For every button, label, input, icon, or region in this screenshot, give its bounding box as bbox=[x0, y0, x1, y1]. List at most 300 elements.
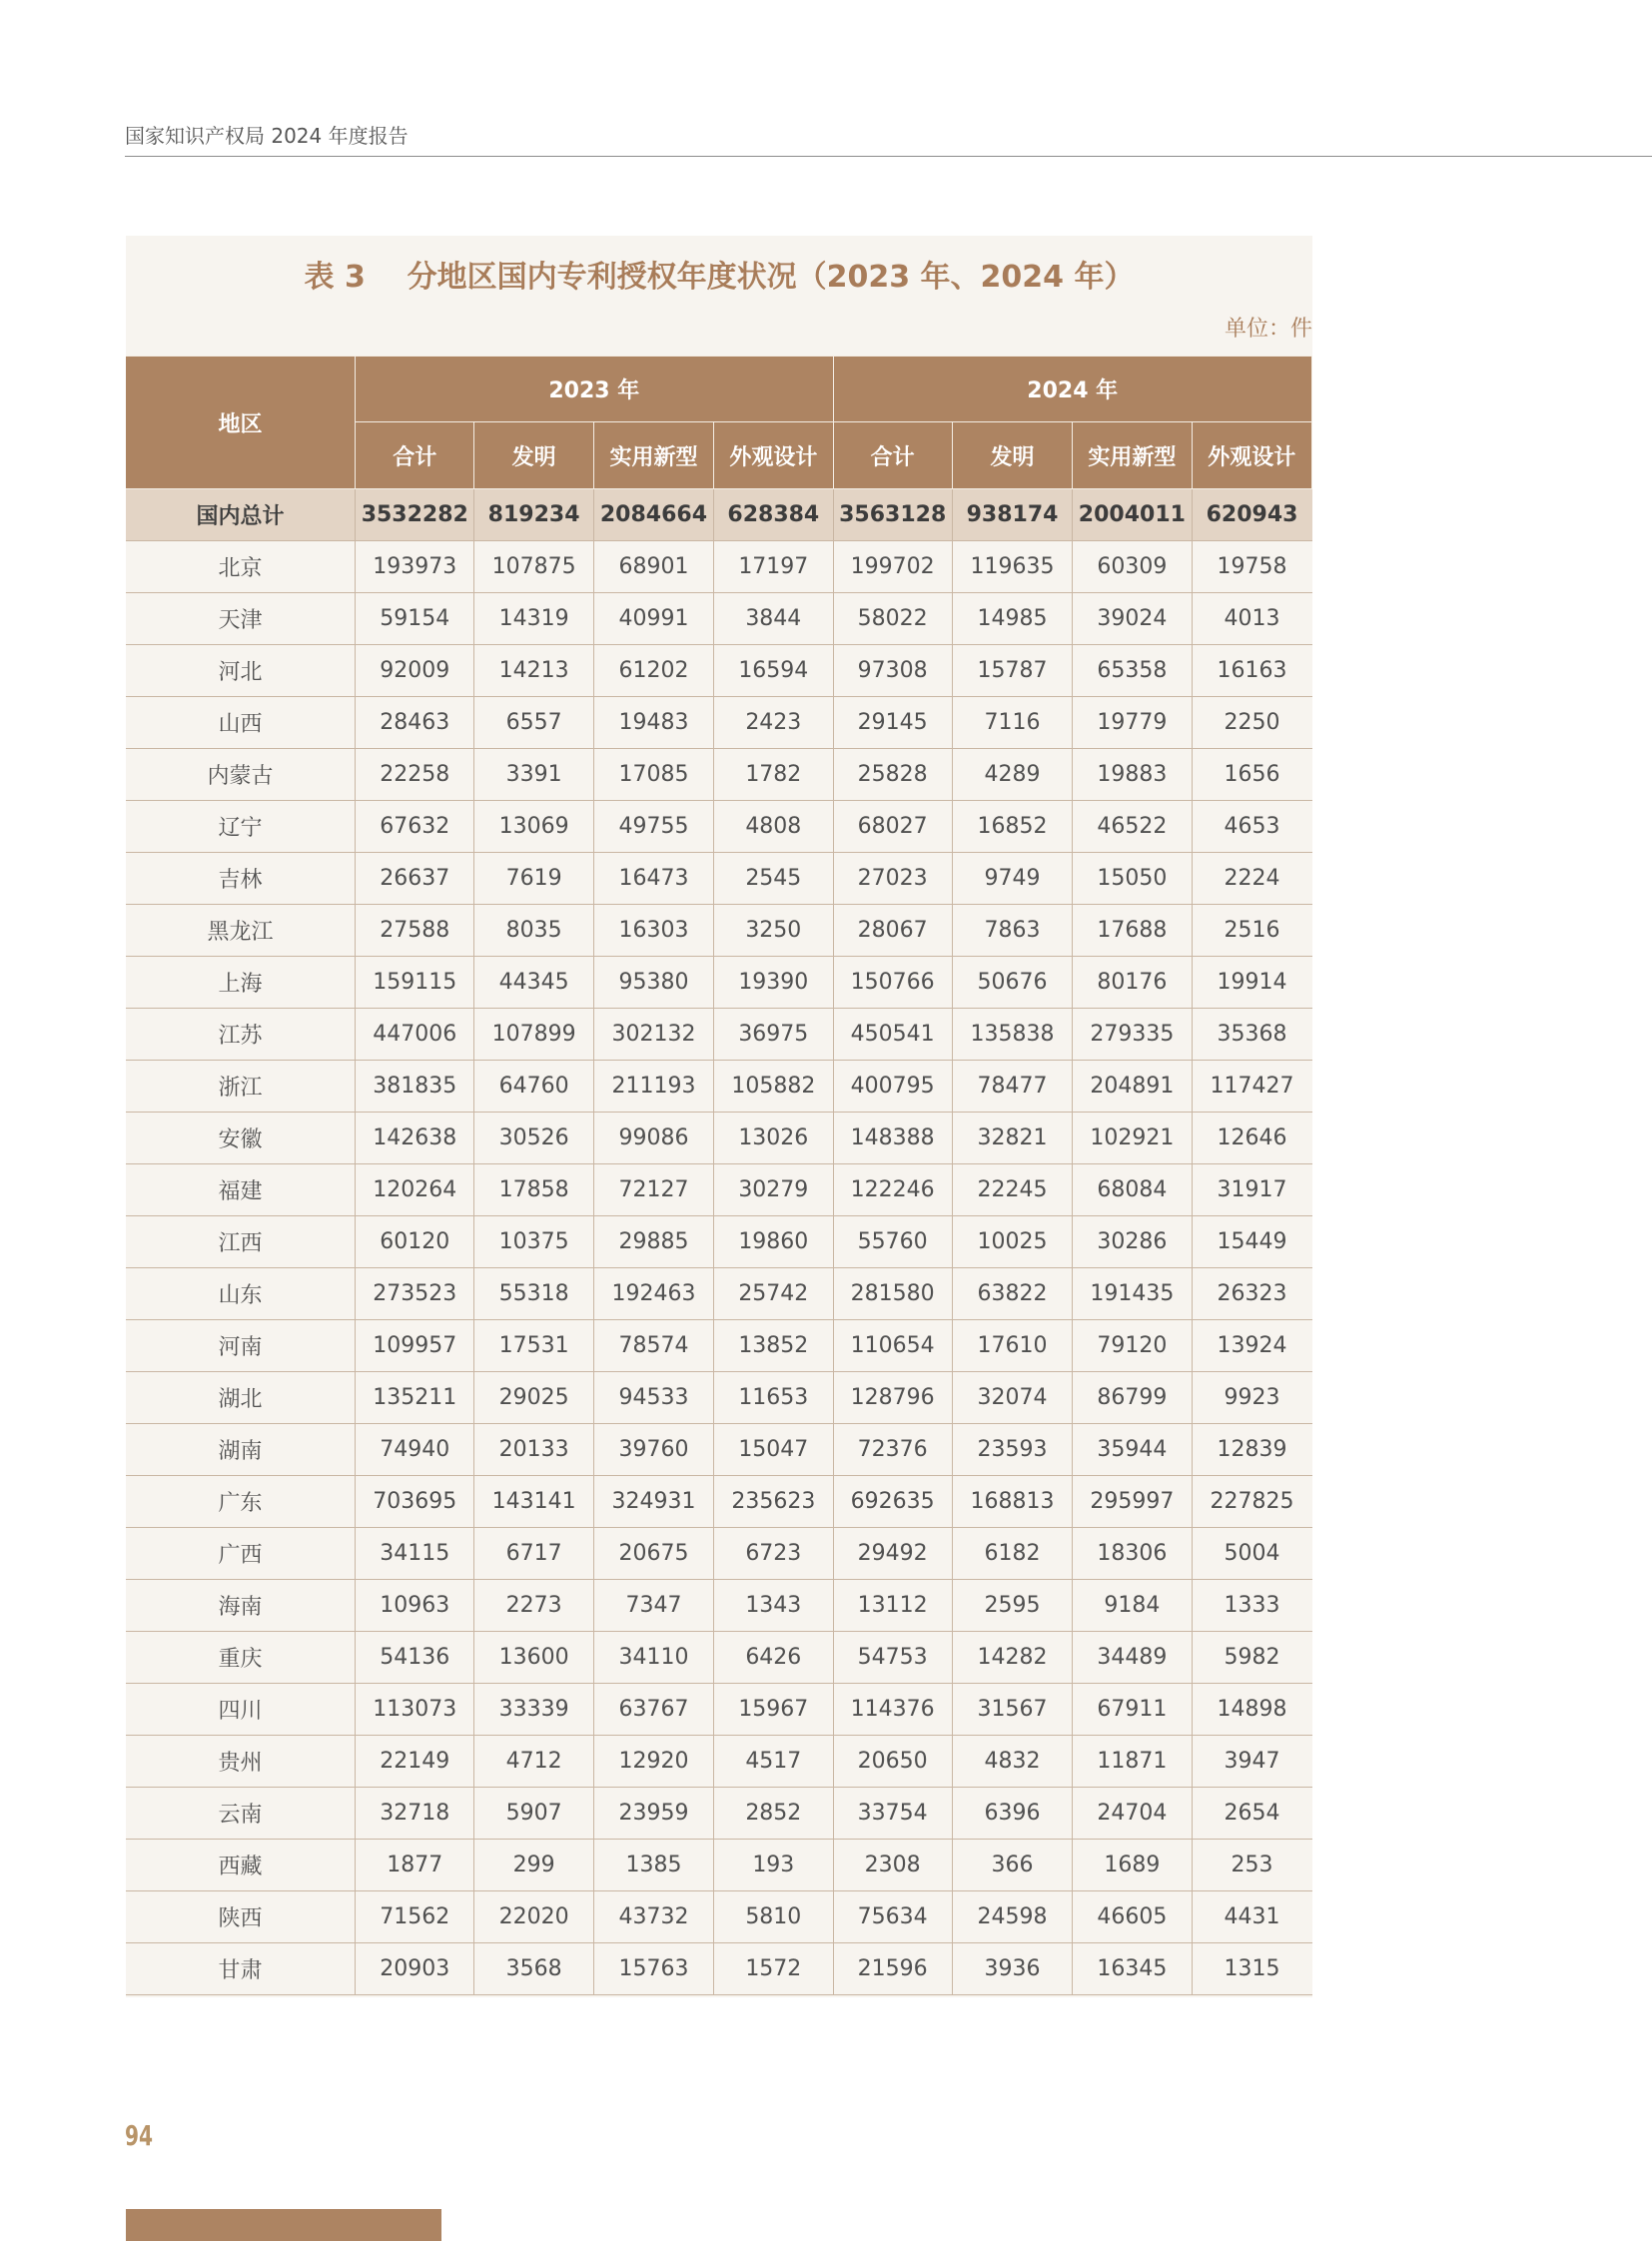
value-cell: 5982 bbox=[1192, 1632, 1311, 1684]
value-cell: 4653 bbox=[1192, 801, 1311, 853]
value-cell: 35944 bbox=[1073, 1424, 1192, 1476]
value-cell: 253 bbox=[1192, 1840, 1311, 1891]
footer-accent-bar bbox=[126, 2209, 441, 2241]
region-cell: 云南 bbox=[126, 1788, 356, 1840]
page-number: 94 bbox=[125, 2119, 154, 2152]
value-cell: 14985 bbox=[952, 593, 1072, 645]
value-cell: 28067 bbox=[833, 905, 952, 957]
value-cell: 4712 bbox=[474, 1736, 593, 1788]
table-row bbox=[126, 1113, 1312, 1164]
value-cell: 2595 bbox=[952, 1580, 1072, 1632]
value-cell: 16345 bbox=[1073, 1943, 1192, 1995]
value-cell: 281580 bbox=[833, 1268, 952, 1320]
value-cell: 703695 bbox=[356, 1476, 474, 1528]
table-row bbox=[126, 1372, 1312, 1424]
region-cell: 重庆 bbox=[126, 1632, 356, 1684]
value-cell: 32074 bbox=[952, 1372, 1072, 1424]
value-cell: 2084664 bbox=[593, 489, 713, 541]
value-cell: 148388 bbox=[833, 1113, 952, 1164]
value-cell: 68084 bbox=[1073, 1164, 1192, 1216]
value-cell: 23593 bbox=[952, 1424, 1072, 1476]
type-header: 发明 bbox=[474, 422, 593, 489]
value-cell: 113073 bbox=[356, 1684, 474, 1736]
value-cell: 128796 bbox=[833, 1372, 952, 1424]
table-row bbox=[126, 957, 1312, 1009]
value-cell: 59154 bbox=[356, 593, 474, 645]
value-cell: 19758 bbox=[1192, 541, 1311, 593]
value-cell: 4289 bbox=[952, 749, 1072, 801]
value-cell: 4013 bbox=[1192, 593, 1311, 645]
value-cell: 14319 bbox=[474, 593, 593, 645]
value-cell: 819234 bbox=[474, 489, 593, 541]
region-cell: 上海 bbox=[126, 957, 356, 1009]
value-cell: 92009 bbox=[356, 645, 474, 697]
table-row bbox=[126, 593, 1312, 645]
value-cell: 78477 bbox=[952, 1061, 1072, 1113]
value-cell: 692635 bbox=[833, 1476, 952, 1528]
value-cell: 78574 bbox=[593, 1320, 713, 1372]
value-cell: 94533 bbox=[593, 1372, 713, 1424]
value-cell: 142638 bbox=[356, 1113, 474, 1164]
region-cell: 陕西 bbox=[126, 1891, 356, 1943]
value-cell: 7347 bbox=[593, 1580, 713, 1632]
value-cell: 22258 bbox=[356, 749, 474, 801]
patent-grant-table bbox=[126, 356, 1312, 1995]
region-cell: 广东 bbox=[126, 1476, 356, 1528]
value-cell: 67911 bbox=[1073, 1684, 1192, 1736]
value-cell: 99086 bbox=[593, 1113, 713, 1164]
value-cell: 14898 bbox=[1192, 1684, 1311, 1736]
value-cell: 13600 bbox=[474, 1632, 593, 1684]
value-cell: 33339 bbox=[474, 1684, 593, 1736]
value-cell: 50676 bbox=[952, 957, 1072, 1009]
value-cell: 273523 bbox=[356, 1268, 474, 1320]
value-cell: 35368 bbox=[1192, 1009, 1311, 1061]
value-cell: 3844 bbox=[714, 593, 833, 645]
value-cell: 109957 bbox=[356, 1320, 474, 1372]
type-header: 实用新型 bbox=[1073, 422, 1192, 489]
value-cell: 295997 bbox=[1073, 1476, 1192, 1528]
value-cell: 117427 bbox=[1192, 1061, 1311, 1113]
value-cell: 1385 bbox=[593, 1840, 713, 1891]
table-row bbox=[126, 1943, 1312, 1995]
value-cell: 60309 bbox=[1073, 541, 1192, 593]
value-cell: 30279 bbox=[714, 1164, 833, 1216]
value-cell: 5004 bbox=[1192, 1528, 1311, 1580]
value-cell: 16303 bbox=[593, 905, 713, 957]
value-cell: 16852 bbox=[952, 801, 1072, 853]
value-cell: 9184 bbox=[1073, 1580, 1192, 1632]
value-cell: 6426 bbox=[714, 1632, 833, 1684]
value-cell: 32718 bbox=[356, 1788, 474, 1840]
value-cell: 143141 bbox=[474, 1476, 593, 1528]
region-cell: 甘肃 bbox=[126, 1943, 356, 1995]
value-cell: 15050 bbox=[1073, 853, 1192, 905]
value-cell: 6717 bbox=[474, 1528, 593, 1580]
table-row bbox=[126, 1009, 1312, 1061]
value-cell: 34489 bbox=[1073, 1632, 1192, 1684]
value-cell: 7619 bbox=[474, 853, 593, 905]
value-cell: 10375 bbox=[474, 1216, 593, 1268]
region-cell: 湖北 bbox=[126, 1372, 356, 1424]
table-row bbox=[126, 1320, 1312, 1372]
value-cell: 3947 bbox=[1192, 1736, 1311, 1788]
value-cell: 381835 bbox=[356, 1061, 474, 1113]
type-header: 合计 bbox=[833, 422, 952, 489]
value-cell: 25828 bbox=[833, 749, 952, 801]
table-title bbox=[126, 252, 1312, 296]
value-cell: 4832 bbox=[952, 1736, 1072, 1788]
table-row bbox=[126, 1840, 1312, 1891]
value-cell: 68901 bbox=[593, 541, 713, 593]
value-cell: 32821 bbox=[952, 1113, 1072, 1164]
region-cell: 安徽 bbox=[126, 1113, 356, 1164]
value-cell: 31917 bbox=[1192, 1164, 1311, 1216]
table-row bbox=[126, 1164, 1312, 1216]
value-cell: 26637 bbox=[356, 853, 474, 905]
value-cell: 15449 bbox=[1192, 1216, 1311, 1268]
value-cell: 17610 bbox=[952, 1320, 1072, 1372]
value-cell: 26323 bbox=[1192, 1268, 1311, 1320]
value-cell: 1689 bbox=[1073, 1840, 1192, 1891]
region-cell: 贵州 bbox=[126, 1736, 356, 1788]
value-cell: 2545 bbox=[714, 853, 833, 905]
value-cell: 193 bbox=[714, 1840, 833, 1891]
value-cell: 43732 bbox=[593, 1891, 713, 1943]
value-cell: 1343 bbox=[714, 1580, 833, 1632]
value-cell: 15763 bbox=[593, 1943, 713, 1995]
value-cell: 55318 bbox=[474, 1268, 593, 1320]
value-cell: 2273 bbox=[474, 1580, 593, 1632]
value-cell: 235623 bbox=[714, 1476, 833, 1528]
value-cell: 12839 bbox=[1192, 1424, 1311, 1476]
region-cell: 国内总计 bbox=[126, 489, 356, 541]
value-cell: 450541 bbox=[833, 1009, 952, 1061]
value-cell: 97308 bbox=[833, 645, 952, 697]
value-cell: 120264 bbox=[356, 1164, 474, 1216]
value-cell: 27588 bbox=[356, 905, 474, 957]
value-cell: 19883 bbox=[1073, 749, 1192, 801]
value-cell: 7863 bbox=[952, 905, 1072, 957]
table-title-text: 表 3 分地区国内专利授权年度状况（2023 年、2024 年） bbox=[304, 260, 1135, 295]
value-cell: 279335 bbox=[1073, 1009, 1192, 1061]
value-cell: 22020 bbox=[474, 1891, 593, 1943]
value-cell: 4431 bbox=[1192, 1891, 1311, 1943]
value-cell: 63767 bbox=[593, 1684, 713, 1736]
value-cell: 65358 bbox=[1073, 645, 1192, 697]
value-cell: 204891 bbox=[1073, 1061, 1192, 1113]
value-cell: 2308 bbox=[833, 1840, 952, 1891]
value-cell: 31567 bbox=[952, 1684, 1072, 1736]
region-cell: 吉林 bbox=[126, 853, 356, 905]
value-cell: 1782 bbox=[714, 749, 833, 801]
unit-label: 单位：件 bbox=[1224, 317, 1312, 342]
region-cell: 湖南 bbox=[126, 1424, 356, 1476]
value-cell: 191435 bbox=[1073, 1268, 1192, 1320]
region-cell: 天津 bbox=[126, 593, 356, 645]
value-cell: 22149 bbox=[356, 1736, 474, 1788]
value-cell: 13924 bbox=[1192, 1320, 1311, 1372]
value-cell: 29025 bbox=[474, 1372, 593, 1424]
value-cell: 16594 bbox=[714, 645, 833, 697]
value-cell: 44345 bbox=[474, 957, 593, 1009]
value-cell: 114376 bbox=[833, 1684, 952, 1736]
region-cell: 北京 bbox=[126, 541, 356, 593]
value-cell: 68027 bbox=[833, 801, 952, 853]
value-cell: 107899 bbox=[474, 1009, 593, 1061]
value-cell: 4808 bbox=[714, 801, 833, 853]
region-cell: 广西 bbox=[126, 1528, 356, 1580]
value-cell: 13112 bbox=[833, 1580, 952, 1632]
table-row bbox=[126, 1788, 1312, 1840]
type-header: 合计 bbox=[356, 422, 474, 489]
value-cell: 18306 bbox=[1073, 1528, 1192, 1580]
type-header: 发明 bbox=[952, 422, 1072, 489]
value-cell: 192463 bbox=[593, 1268, 713, 1320]
value-cell: 17085 bbox=[593, 749, 713, 801]
value-cell: 16473 bbox=[593, 853, 713, 905]
value-cell: 79120 bbox=[1073, 1320, 1192, 1372]
value-cell: 3936 bbox=[952, 1943, 1072, 1995]
table-row bbox=[126, 749, 1312, 801]
region-cell: 福建 bbox=[126, 1164, 356, 1216]
value-cell: 14213 bbox=[474, 645, 593, 697]
table-row bbox=[126, 853, 1312, 905]
value-cell: 21596 bbox=[833, 1943, 952, 1995]
value-cell: 122246 bbox=[833, 1164, 952, 1216]
type-header: 外观设计 bbox=[1192, 422, 1311, 489]
value-cell: 60120 bbox=[356, 1216, 474, 1268]
value-cell: 5907 bbox=[474, 1788, 593, 1840]
value-cell: 628384 bbox=[714, 489, 833, 541]
value-cell: 25742 bbox=[714, 1268, 833, 1320]
value-cell: 17858 bbox=[474, 1164, 593, 1216]
value-cell: 6557 bbox=[474, 697, 593, 749]
value-cell: 12646 bbox=[1192, 1113, 1311, 1164]
value-cell: 102921 bbox=[1073, 1113, 1192, 1164]
type-header: 实用新型 bbox=[593, 422, 713, 489]
value-cell: 1877 bbox=[356, 1840, 474, 1891]
type-header: 外观设计 bbox=[714, 422, 833, 489]
table-row bbox=[126, 905, 1312, 957]
value-cell: 13069 bbox=[474, 801, 593, 853]
year-header-2023: 2023 年 bbox=[356, 357, 833, 422]
value-cell: 23959 bbox=[593, 1788, 713, 1840]
region-cell: 内蒙古 bbox=[126, 749, 356, 801]
value-cell: 400795 bbox=[833, 1061, 952, 1113]
value-cell: 3568 bbox=[474, 1943, 593, 1995]
table-row bbox=[126, 1632, 1312, 1684]
value-cell: 63822 bbox=[952, 1268, 1072, 1320]
value-cell: 61202 bbox=[593, 645, 713, 697]
value-cell: 33754 bbox=[833, 1788, 952, 1840]
value-cell: 168813 bbox=[952, 1476, 1072, 1528]
header-divider bbox=[125, 156, 1652, 157]
table-row bbox=[126, 1891, 1312, 1943]
table-row bbox=[126, 645, 1312, 697]
value-cell: 75634 bbox=[833, 1891, 952, 1943]
value-cell: 150766 bbox=[833, 957, 952, 1009]
value-cell: 107875 bbox=[474, 541, 593, 593]
region-cell: 四川 bbox=[126, 1684, 356, 1736]
value-cell: 8035 bbox=[474, 905, 593, 957]
value-cell: 16163 bbox=[1192, 645, 1311, 697]
value-cell: 3563128 bbox=[833, 489, 952, 541]
value-cell: 19483 bbox=[593, 697, 713, 749]
table-row bbox=[126, 1580, 1312, 1632]
value-cell: 71562 bbox=[356, 1891, 474, 1943]
table-row bbox=[126, 1684, 1312, 1736]
value-cell: 366 bbox=[952, 1840, 1072, 1891]
value-cell: 10963 bbox=[356, 1580, 474, 1632]
value-cell: 110654 bbox=[833, 1320, 952, 1372]
value-cell: 58022 bbox=[833, 593, 952, 645]
value-cell: 6723 bbox=[714, 1528, 833, 1580]
table-row bbox=[126, 1424, 1312, 1476]
year-header-2024: 2024 年 bbox=[833, 357, 1312, 422]
value-cell: 11653 bbox=[714, 1372, 833, 1424]
value-cell: 19779 bbox=[1073, 697, 1192, 749]
table-row bbox=[126, 1268, 1312, 1320]
region-cell: 江苏 bbox=[126, 1009, 356, 1061]
region-cell: 黑龙江 bbox=[126, 905, 356, 957]
value-cell: 620943 bbox=[1192, 489, 1311, 541]
value-cell: 135211 bbox=[356, 1372, 474, 1424]
region-cell: 山东 bbox=[126, 1268, 356, 1320]
region-cell: 河南 bbox=[126, 1320, 356, 1372]
value-cell: 55760 bbox=[833, 1216, 952, 1268]
value-cell: 2224 bbox=[1192, 853, 1311, 905]
region-column-header: 地区 bbox=[126, 357, 356, 489]
value-cell: 30526 bbox=[474, 1113, 593, 1164]
value-cell: 72376 bbox=[833, 1424, 952, 1476]
value-cell: 39760 bbox=[593, 1424, 713, 1476]
value-cell: 95380 bbox=[593, 957, 713, 1009]
value-cell: 6182 bbox=[952, 1528, 1072, 1580]
value-cell: 3532282 bbox=[356, 489, 474, 541]
region-cell: 西藏 bbox=[126, 1840, 356, 1891]
value-cell: 17197 bbox=[714, 541, 833, 593]
running-header: 国家知识产权局 2024 年度报告 bbox=[125, 124, 409, 148]
value-cell: 72127 bbox=[593, 1164, 713, 1216]
value-cell: 74940 bbox=[356, 1424, 474, 1476]
value-cell: 20903 bbox=[356, 1943, 474, 1995]
value-cell: 211193 bbox=[593, 1061, 713, 1113]
value-cell: 11871 bbox=[1073, 1736, 1192, 1788]
table-body bbox=[126, 489, 1312, 1995]
value-cell: 13852 bbox=[714, 1320, 833, 1372]
value-cell: 302132 bbox=[593, 1009, 713, 1061]
value-cell: 39024 bbox=[1073, 593, 1192, 645]
value-cell: 24704 bbox=[1073, 1788, 1192, 1840]
table-row bbox=[126, 697, 1312, 749]
region-cell: 河北 bbox=[126, 645, 356, 697]
value-cell: 13026 bbox=[714, 1113, 833, 1164]
value-cell: 15047 bbox=[714, 1424, 833, 1476]
value-cell: 36975 bbox=[714, 1009, 833, 1061]
value-cell: 324931 bbox=[593, 1476, 713, 1528]
value-cell: 46605 bbox=[1073, 1891, 1192, 1943]
value-cell: 9749 bbox=[952, 853, 1072, 905]
value-cell: 27023 bbox=[833, 853, 952, 905]
value-cell: 20133 bbox=[474, 1424, 593, 1476]
value-cell: 2004011 bbox=[1073, 489, 1192, 541]
value-cell: 29492 bbox=[833, 1528, 952, 1580]
table-row bbox=[126, 801, 1312, 853]
value-cell: 10025 bbox=[952, 1216, 1072, 1268]
value-cell: 46522 bbox=[1073, 801, 1192, 853]
value-cell: 1315 bbox=[1192, 1943, 1311, 1995]
value-cell: 159115 bbox=[356, 957, 474, 1009]
value-cell: 19390 bbox=[714, 957, 833, 1009]
value-cell: 1656 bbox=[1192, 749, 1311, 801]
value-cell: 9923 bbox=[1192, 1372, 1311, 1424]
value-cell: 80176 bbox=[1073, 957, 1192, 1009]
value-cell: 54753 bbox=[833, 1632, 952, 1684]
region-cell: 江西 bbox=[126, 1216, 356, 1268]
value-cell: 15967 bbox=[714, 1684, 833, 1736]
value-cell: 3391 bbox=[474, 749, 593, 801]
value-cell: 29885 bbox=[593, 1216, 713, 1268]
value-cell: 17531 bbox=[474, 1320, 593, 1372]
value-cell: 17688 bbox=[1073, 905, 1192, 957]
value-cell: 199702 bbox=[833, 541, 952, 593]
table-row bbox=[126, 1061, 1312, 1113]
value-cell: 12920 bbox=[593, 1736, 713, 1788]
value-cell: 2516 bbox=[1192, 905, 1311, 957]
value-cell: 86799 bbox=[1073, 1372, 1192, 1424]
value-cell: 6396 bbox=[952, 1788, 1072, 1840]
value-cell: 29145 bbox=[833, 697, 952, 749]
value-cell: 119635 bbox=[952, 541, 1072, 593]
value-cell: 7116 bbox=[952, 697, 1072, 749]
value-cell: 30286 bbox=[1073, 1216, 1192, 1268]
value-cell: 24598 bbox=[952, 1891, 1072, 1943]
value-cell: 64760 bbox=[474, 1061, 593, 1113]
region-cell: 海南 bbox=[126, 1580, 356, 1632]
value-cell: 447006 bbox=[356, 1009, 474, 1061]
table-row bbox=[126, 1528, 1312, 1580]
value-cell: 227825 bbox=[1192, 1476, 1311, 1528]
value-cell: 19914 bbox=[1192, 957, 1311, 1009]
value-cell: 299 bbox=[474, 1840, 593, 1891]
table-row bbox=[126, 1476, 1312, 1528]
value-cell: 40991 bbox=[593, 593, 713, 645]
value-cell: 54136 bbox=[356, 1632, 474, 1684]
value-cell: 67632 bbox=[356, 801, 474, 853]
region-cell: 浙江 bbox=[126, 1061, 356, 1113]
region-cell: 辽宁 bbox=[126, 801, 356, 853]
value-cell: 1333 bbox=[1192, 1580, 1311, 1632]
value-cell: 3250 bbox=[714, 905, 833, 957]
value-cell: 20650 bbox=[833, 1736, 952, 1788]
region-cell: 山西 bbox=[126, 697, 356, 749]
value-cell: 14282 bbox=[952, 1632, 1072, 1684]
value-cell: 4517 bbox=[714, 1736, 833, 1788]
value-cell: 938174 bbox=[952, 489, 1072, 541]
value-cell: 2852 bbox=[714, 1788, 833, 1840]
value-cell: 34115 bbox=[356, 1528, 474, 1580]
value-cell: 28463 bbox=[356, 697, 474, 749]
value-cell: 22245 bbox=[952, 1164, 1072, 1216]
value-cell: 2654 bbox=[1192, 1788, 1311, 1840]
value-cell: 2423 bbox=[714, 697, 833, 749]
value-cell: 105882 bbox=[714, 1061, 833, 1113]
value-cell: 2250 bbox=[1192, 697, 1311, 749]
value-cell: 135838 bbox=[952, 1009, 1072, 1061]
total-row bbox=[126, 489, 1312, 541]
value-cell: 5810 bbox=[714, 1891, 833, 1943]
